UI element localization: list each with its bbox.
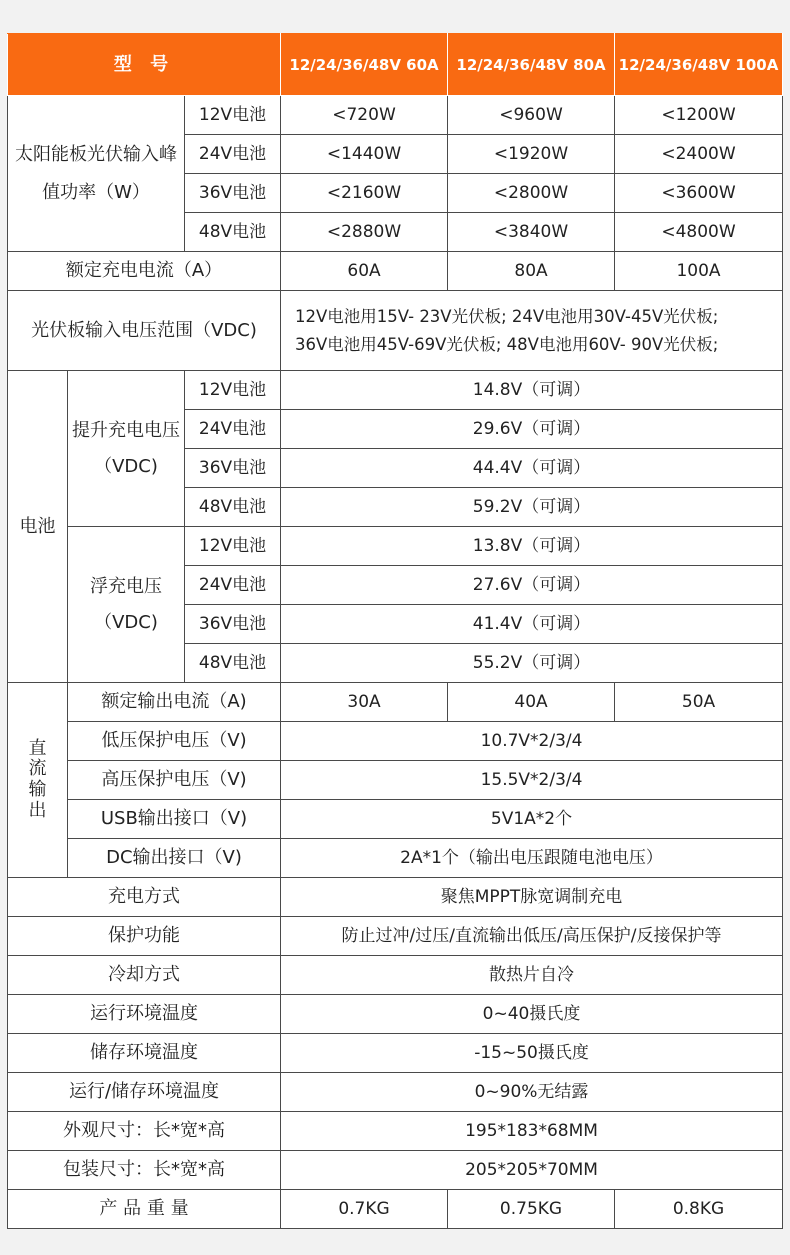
model-title: 型 号 (8, 34, 281, 96)
header-row (8, 34, 783, 96)
value-cell: 44.4V（可调） (281, 449, 783, 488)
model-60a: 12/24/36/48V 60A (281, 34, 448, 96)
dc-output-row (8, 800, 783, 839)
dc-output-section-label: 直流输出 (8, 683, 68, 878)
dc-output-row (8, 722, 783, 761)
battery-type: 36V电池 (185, 174, 281, 213)
battery-type: 12V电池 (185, 96, 281, 135)
pv-power-label: 太阳能板光伏输入峰值功率（W） (8, 96, 185, 252)
value-cell: <2800W (448, 174, 615, 213)
value-cell: -15~50摄氏度 (281, 1034, 783, 1073)
value-cell: 40A (448, 683, 615, 722)
dc-output-row (8, 839, 783, 878)
value-cell: <2880W (281, 213, 448, 252)
general-row (8, 878, 783, 917)
value-cell: 防止过冲/过压/直流输出低压/高压保护/反接保护等 (281, 917, 783, 956)
general-row (8, 956, 783, 995)
spec-table (7, 33, 783, 1229)
row-label: 运行环境温度 (8, 995, 281, 1034)
value-cell: 10.7V*2/3/4 (281, 722, 783, 761)
value-cell: 13.8V（可调） (281, 527, 783, 566)
value-cell: 5V1A*2个 (281, 800, 783, 839)
general-row (8, 995, 783, 1034)
model-80a: 12/24/36/48V 80A (448, 34, 615, 96)
value-cell: 60A (281, 252, 448, 291)
general-row (8, 917, 783, 956)
value-cell: 100A (615, 252, 783, 291)
general-row (8, 1151, 783, 1190)
value-cell: <3840W (448, 213, 615, 252)
battery-type: 36V电池 (185, 605, 281, 644)
value-cell: 41.4V（可调） (281, 605, 783, 644)
value-cell: 0~40摄氏度 (281, 995, 783, 1034)
value-cell: 2A*1个（输出电压跟随电池电压） (281, 839, 783, 878)
value-cell: <4800W (615, 213, 783, 252)
battery-type: 48V电池 (185, 213, 281, 252)
dc-port-label: DC输出接口（V) (68, 839, 281, 878)
row-label: 外观尺寸：长*宽*高 (8, 1112, 281, 1151)
rated-charge-row (8, 252, 783, 291)
row-label: 冷却方式 (8, 956, 281, 995)
value-cell: <2160W (281, 174, 448, 213)
value-cell: 0~90%无结露 (281, 1073, 783, 1112)
battery-type: 36V电池 (185, 449, 281, 488)
weight-label: 产 品 重 量 (8, 1190, 281, 1229)
pv-voltage-value (281, 291, 783, 371)
value-cell: 30A (281, 683, 448, 722)
boost-label: 提升充电电压（VDC) (68, 371, 185, 527)
general-row (8, 1073, 783, 1112)
row-label: 储存环境温度 (8, 1034, 281, 1073)
battery-type: 24V电池 (185, 410, 281, 449)
value-cell: <2400W (615, 135, 783, 174)
general-row (8, 1112, 783, 1151)
weight-row (8, 1190, 783, 1229)
value-cell: <960W (448, 96, 615, 135)
dc-output-row (8, 683, 783, 722)
battery-type: 12V电池 (185, 371, 281, 410)
value-cell: 0.8KG (615, 1190, 783, 1229)
value-cell: 15.5V*2/3/4 (281, 761, 783, 800)
value-cell: 55.2V（可调） (281, 644, 783, 683)
value-cell: 0.75KG (448, 1190, 615, 1229)
value-cell: 聚焦MPPT脉宽调制充电 (281, 878, 783, 917)
value-cell: <1200W (615, 96, 783, 135)
model-100a: 12/24/36/48V 100A (615, 34, 783, 96)
battery-type: 48V电池 (185, 488, 281, 527)
rated-output-label: 额定输出电流（A) (68, 683, 281, 722)
rated-charge-label: 额定充电电流（A） (8, 252, 281, 291)
battery-section-label: 电池 (8, 371, 68, 683)
pv-voltage-row (8, 291, 783, 371)
low-protect-label: 低压保护电压（V) (68, 722, 281, 761)
pv-voltage-label: 光伏板输入电压范围（VDC) (8, 291, 281, 371)
float-row (8, 527, 783, 566)
pv-power-row (8, 96, 783, 135)
value-cell: 散热片自冷 (281, 956, 783, 995)
usb-label: USB输出接口（V) (68, 800, 281, 839)
dc-output-row (8, 761, 783, 800)
value-cell: 205*205*70MM (281, 1151, 783, 1190)
row-label: 充电方式 (8, 878, 281, 917)
battery-type: 24V电池 (185, 135, 281, 174)
pv-voltage-line2: 36V电池用45V-69V光伏板; 48V电池用60V- 90V光伏板; (295, 334, 719, 354)
row-label: 保护功能 (8, 917, 281, 956)
general-row (8, 1034, 783, 1073)
value-cell: 195*183*68MM (281, 1112, 783, 1151)
value-cell: 80A (448, 252, 615, 291)
high-protect-label: 高压保护电压（V) (68, 761, 281, 800)
value-cell: 50A (615, 683, 783, 722)
value-cell: 59.2V（可调） (281, 488, 783, 527)
float-label: 浮充电压（VDC) (68, 527, 185, 683)
row-label: 包装尺寸：长*宽*高 (8, 1151, 281, 1190)
value-cell: <1920W (448, 135, 615, 174)
battery-type: 48V电池 (185, 644, 281, 683)
value-cell: <720W (281, 96, 448, 135)
pv-voltage-line1: 12V电池用15V- 23V光伏板; 24V电池用30V-45V光伏板; (295, 306, 719, 326)
value-cell: 0.7KG (281, 1190, 448, 1229)
boost-row (8, 371, 783, 410)
value-cell: <3600W (615, 174, 783, 213)
battery-type: 24V电池 (185, 566, 281, 605)
battery-type: 12V电池 (185, 527, 281, 566)
value-cell: 27.6V（可调） (281, 566, 783, 605)
value-cell: <1440W (281, 135, 448, 174)
value-cell: 14.8V（可调） (281, 371, 783, 410)
row-label: 运行/储存环境温度 (8, 1073, 281, 1112)
value-cell: 29.6V（可调） (281, 410, 783, 449)
